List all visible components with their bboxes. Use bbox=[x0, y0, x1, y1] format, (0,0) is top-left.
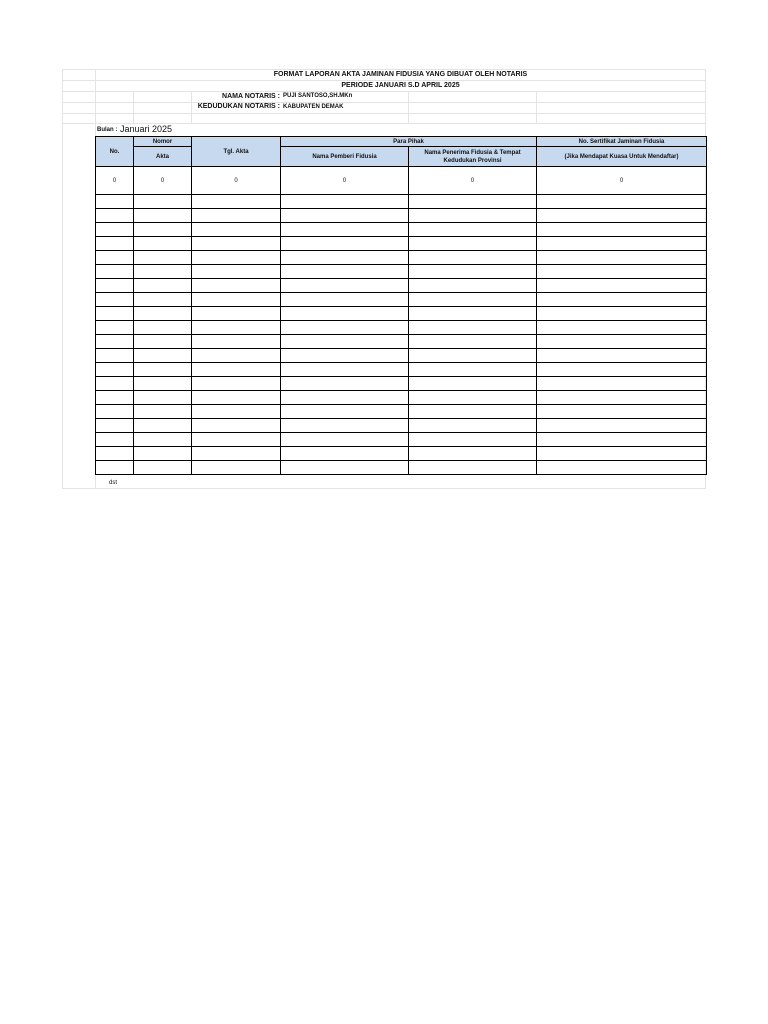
notary-seat-label: KEDUDUKAN NOTARIS : bbox=[197, 103, 280, 110]
table-cell[interactable] bbox=[192, 209, 281, 223]
header-penerima-fidusia bbox=[409, 147, 537, 167]
table-cell[interactable] bbox=[192, 223, 281, 237]
table-cell[interactable] bbox=[537, 405, 707, 419]
table-cell[interactable] bbox=[281, 223, 409, 237]
table-row bbox=[96, 195, 707, 209]
month-value: Januari 2025 bbox=[120, 124, 173, 134]
notary-name-label: NAMA NOTARIS : bbox=[222, 93, 280, 100]
table-row bbox=[96, 391, 707, 405]
table-cell[interactable] bbox=[192, 251, 281, 265]
table-cell[interactable] bbox=[192, 349, 281, 363]
header-sertifikat-top: No. Sertifikat Jaminan Fidusia bbox=[537, 137, 707, 147]
table-cell[interactable] bbox=[281, 447, 409, 461]
table-cell[interactable] bbox=[134, 279, 192, 293]
table-cell[interactable] bbox=[134, 195, 192, 209]
table-cell[interactable] bbox=[537, 349, 707, 363]
table-cell[interactable] bbox=[537, 391, 707, 405]
table-cell[interactable]: 0 bbox=[134, 167, 192, 195]
header-pemberi-fidusia: Nama Pemberi Fidusia bbox=[281, 147, 409, 167]
table-row bbox=[96, 265, 707, 279]
table-cell[interactable] bbox=[192, 447, 281, 461]
gridline bbox=[62, 113, 706, 114]
table-cell[interactable] bbox=[281, 265, 409, 279]
table-cell[interactable] bbox=[409, 293, 537, 307]
table-cell[interactable] bbox=[409, 335, 537, 349]
table-cell[interactable] bbox=[96, 447, 134, 461]
table-cell[interactable] bbox=[134, 391, 192, 405]
table-cell[interactable] bbox=[537, 461, 707, 475]
table-cell[interactable] bbox=[537, 223, 707, 237]
table-cell[interactable] bbox=[537, 335, 707, 349]
table-cell[interactable] bbox=[537, 293, 707, 307]
table-cell[interactable] bbox=[281, 237, 409, 251]
table-cell[interactable] bbox=[134, 447, 192, 461]
table-cell[interactable] bbox=[409, 419, 537, 433]
table-cell[interactable] bbox=[134, 307, 192, 321]
table-row bbox=[96, 447, 707, 461]
table-cell[interactable] bbox=[134, 237, 192, 251]
table-cell[interactable] bbox=[537, 447, 707, 461]
table-cell[interactable] bbox=[537, 419, 707, 433]
table-header-row bbox=[96, 147, 707, 167]
table-cell[interactable] bbox=[281, 405, 409, 419]
table-body bbox=[96, 167, 707, 475]
table-cell[interactable] bbox=[409, 237, 537, 251]
table-cell[interactable] bbox=[96, 209, 134, 223]
table-cell[interactable] bbox=[409, 461, 537, 475]
table-cell[interactable] bbox=[192, 321, 281, 335]
table-cell[interactable] bbox=[134, 209, 192, 223]
header-sertifikat-bottom: (Jika Mendapat Kuasa Untuk Mendaftar) bbox=[537, 147, 707, 167]
table-cell[interactable] bbox=[537, 251, 707, 265]
table-cell[interactable] bbox=[409, 307, 537, 321]
gridline bbox=[62, 69, 63, 489]
table-cell[interactable] bbox=[409, 265, 537, 279]
table-cell[interactable]: 0 bbox=[537, 167, 707, 195]
table-cell[interactable] bbox=[134, 223, 192, 237]
spreadsheet-sheet bbox=[62, 69, 706, 489]
table-cell[interactable] bbox=[409, 377, 537, 391]
table-cell[interactable] bbox=[409, 405, 537, 419]
table-cell[interactable] bbox=[537, 265, 707, 279]
table-cell[interactable] bbox=[192, 335, 281, 349]
table-cell[interactable] bbox=[281, 349, 409, 363]
table-cell[interactable] bbox=[96, 251, 134, 265]
table-row bbox=[96, 419, 707, 433]
table-cell[interactable] bbox=[96, 321, 134, 335]
table-cell[interactable] bbox=[281, 363, 409, 377]
report-table bbox=[95, 136, 707, 475]
gridline bbox=[62, 488, 706, 489]
table-cell[interactable] bbox=[409, 363, 537, 377]
table-row bbox=[96, 377, 707, 391]
table-cell[interactable] bbox=[192, 461, 281, 475]
table-cell[interactable]: 0 bbox=[409, 167, 537, 195]
table-cell[interactable] bbox=[134, 265, 192, 279]
report-title: FORMAT LAPORAN AKTA JAMINAN FIDUSIA YANG DIBUAT OLEH NOTARIS bbox=[273, 71, 528, 78]
table-cell[interactable]: 0 bbox=[192, 167, 281, 195]
table-row bbox=[96, 335, 707, 349]
table-cell[interactable] bbox=[96, 349, 134, 363]
table-cell[interactable] bbox=[96, 461, 134, 475]
table-row bbox=[96, 279, 707, 293]
table-cell[interactable] bbox=[537, 363, 707, 377]
table-row bbox=[96, 237, 707, 251]
table-cell[interactable] bbox=[409, 209, 537, 223]
table-cell[interactable] bbox=[409, 251, 537, 265]
table-cell[interactable] bbox=[96, 265, 134, 279]
table-row bbox=[96, 363, 707, 377]
table-row bbox=[96, 433, 707, 447]
table-cell[interactable] bbox=[192, 377, 281, 391]
table-cell[interactable] bbox=[192, 419, 281, 433]
report-period: PERIODE JANUARI S.D APRIL 2025 bbox=[341, 82, 460, 89]
table-cell[interactable] bbox=[281, 279, 409, 293]
table-cell[interactable] bbox=[192, 195, 281, 209]
table-row bbox=[96, 405, 707, 419]
table-cell[interactable] bbox=[281, 293, 409, 307]
table-cell[interactable] bbox=[134, 363, 192, 377]
table-cell[interactable] bbox=[192, 433, 281, 447]
table-row bbox=[96, 461, 707, 475]
table-cell[interactable] bbox=[409, 223, 537, 237]
table-cell[interactable] bbox=[281, 461, 409, 475]
table-cell[interactable] bbox=[134, 335, 192, 349]
table-cell[interactable] bbox=[134, 293, 192, 307]
table-row bbox=[96, 223, 707, 237]
table-cell[interactable] bbox=[134, 419, 192, 433]
table-cell[interactable] bbox=[96, 433, 134, 447]
table-cell[interactable] bbox=[537, 195, 707, 209]
table-cell[interactable] bbox=[96, 405, 134, 419]
table-cell[interactable] bbox=[192, 279, 281, 293]
table-cell[interactable] bbox=[96, 363, 134, 377]
continuation-note: dst bbox=[109, 480, 118, 486]
table-header-row bbox=[96, 137, 707, 147]
table-cell[interactable] bbox=[96, 307, 134, 321]
table-row bbox=[96, 349, 707, 363]
table-cell[interactable]: 0 bbox=[281, 167, 409, 195]
table-cell[interactable] bbox=[96, 195, 134, 209]
table-cell[interactable] bbox=[537, 377, 707, 391]
table-cell[interactable] bbox=[192, 391, 281, 405]
table-cell[interactable] bbox=[281, 391, 409, 405]
table-cell[interactable] bbox=[281, 335, 409, 349]
table-cell[interactable] bbox=[134, 251, 192, 265]
notary-seat-value: KABUPATEN DEMAK bbox=[283, 104, 344, 110]
table-cell[interactable]: 0 bbox=[96, 167, 134, 195]
table-row bbox=[96, 321, 707, 335]
table-cell[interactable] bbox=[134, 461, 192, 475]
table-cell[interactable] bbox=[281, 419, 409, 433]
month-label: Bulan : bbox=[97, 127, 118, 133]
table-cell[interactable] bbox=[134, 433, 192, 447]
table-cell[interactable] bbox=[281, 307, 409, 321]
table-cell[interactable] bbox=[134, 321, 192, 335]
table-cell[interactable] bbox=[192, 293, 281, 307]
table-cell[interactable] bbox=[96, 419, 134, 433]
header-no: No. bbox=[96, 137, 134, 167]
gridline bbox=[133, 91, 134, 124]
table-cell[interactable] bbox=[409, 447, 537, 461]
table-cell[interactable] bbox=[96, 237, 134, 251]
table-cell[interactable] bbox=[537, 237, 707, 251]
gridline bbox=[408, 91, 409, 124]
table-cell[interactable] bbox=[96, 293, 134, 307]
table-row bbox=[96, 293, 707, 307]
table-cell[interactable] bbox=[409, 433, 537, 447]
table-cell[interactable] bbox=[134, 349, 192, 363]
table-cell[interactable] bbox=[409, 279, 537, 293]
table-row bbox=[96, 251, 707, 265]
table-cell[interactable] bbox=[281, 321, 409, 335]
table-cell[interactable] bbox=[281, 433, 409, 447]
table-cell[interactable] bbox=[134, 377, 192, 391]
table-row bbox=[96, 167, 707, 195]
table-cell[interactable] bbox=[537, 279, 707, 293]
table-cell[interactable] bbox=[281, 209, 409, 223]
table-cell[interactable] bbox=[96, 223, 134, 237]
header-para-pihak: Para Pihak bbox=[281, 137, 537, 147]
table-cell[interactable] bbox=[192, 237, 281, 251]
table-cell[interactable] bbox=[537, 209, 707, 223]
table-cell[interactable] bbox=[409, 321, 537, 335]
table-cell[interactable] bbox=[96, 377, 134, 391]
table-cell[interactable] bbox=[409, 349, 537, 363]
table-row bbox=[96, 209, 707, 223]
header-penerima-text: Nama Penerima Fidusia & Tempat Kedudukan Provinsi bbox=[424, 149, 521, 164]
table-cell[interactable] bbox=[96, 335, 134, 349]
table-cell[interactable] bbox=[192, 307, 281, 321]
table-cell[interactable] bbox=[134, 405, 192, 419]
header-tgl-akta: Tgl. Akta bbox=[192, 137, 281, 167]
notary-name-value: PUJI SANTOSO,SH.MKn bbox=[283, 93, 353, 99]
table-cell[interactable] bbox=[96, 279, 134, 293]
header-nomor-top: Nomor bbox=[134, 137, 192, 147]
table-cell[interactable] bbox=[192, 405, 281, 419]
table-cell[interactable] bbox=[96, 391, 134, 405]
table-cell[interactable] bbox=[409, 391, 537, 405]
table-cell[interactable] bbox=[281, 195, 409, 209]
table-row bbox=[96, 307, 707, 321]
table-cell[interactable] bbox=[192, 363, 281, 377]
table-cell[interactable] bbox=[192, 265, 281, 279]
header-nomor-bottom: Akta bbox=[134, 147, 192, 167]
gridline bbox=[536, 91, 537, 124]
table-cell[interactable] bbox=[281, 251, 409, 265]
table-cell[interactable] bbox=[537, 433, 707, 447]
table-cell[interactable] bbox=[537, 307, 707, 321]
table-cell[interactable] bbox=[537, 321, 707, 335]
table-cell[interactable] bbox=[409, 195, 537, 209]
table-cell[interactable] bbox=[281, 377, 409, 391]
